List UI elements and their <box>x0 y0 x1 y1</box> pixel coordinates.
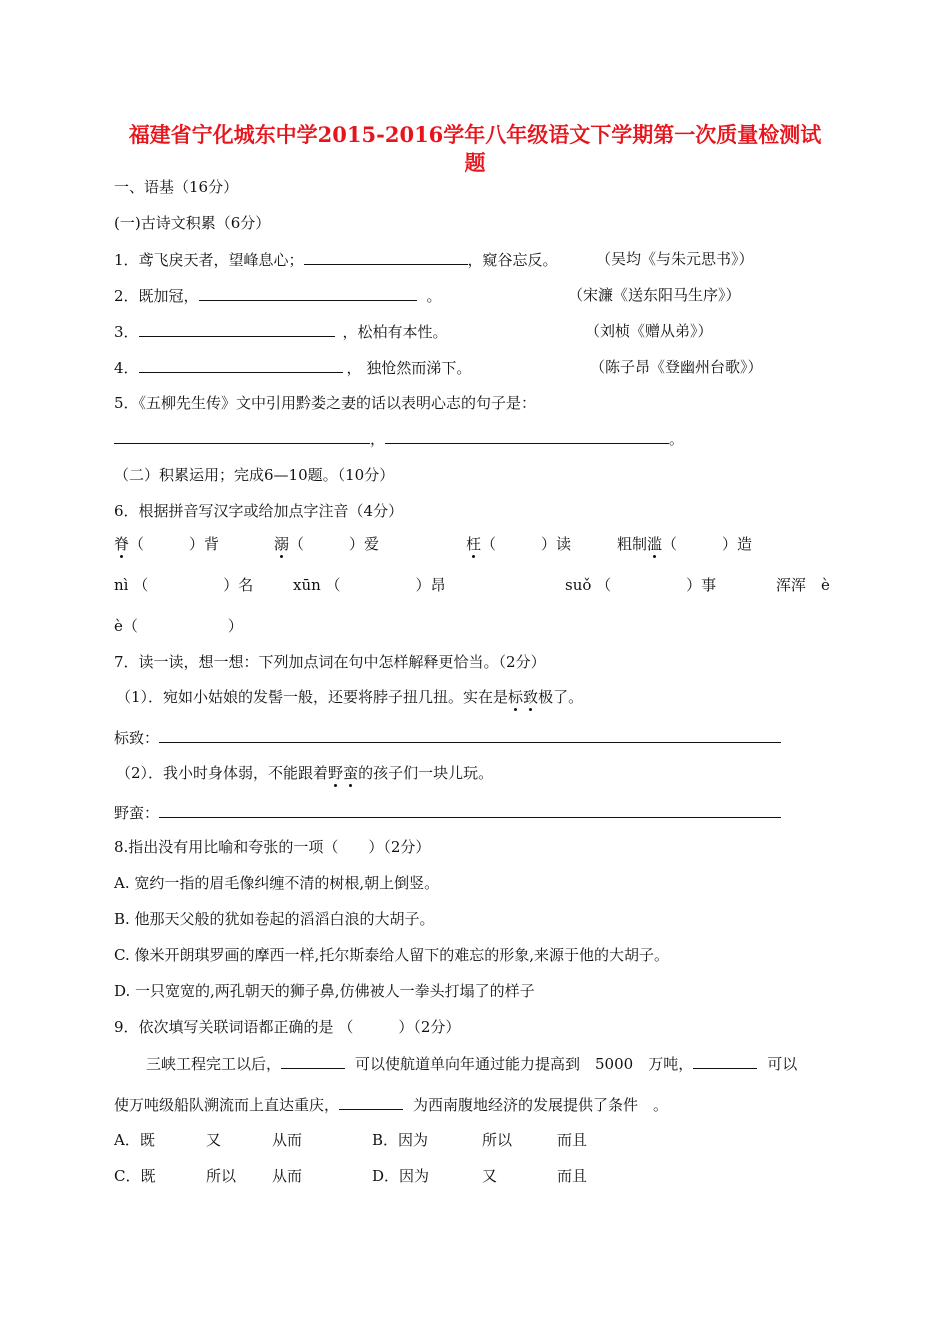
period: 。 <box>669 430 685 448</box>
answer-blank[interactable] <box>159 727 781 743</box>
option-b-label[interactable]: B．因为 <box>372 1131 429 1149</box>
bracket-blank[interactable]: （ ）读 <box>481 535 572 553</box>
dotted-character: 野 <box>328 764 344 782</box>
question-7-answer-2 <box>114 802 781 823</box>
option-d[interactable]: D. 一只宽宽的,两孔朝天的狮子鼻,仿佛被人一拳头打塌了的样子 <box>114 982 535 1000</box>
question-2-suffix: 。 <box>426 287 442 305</box>
option-a-word: 又 <box>206 1131 222 1149</box>
question-1-suffix: ，窥谷忘反。 <box>467 251 558 269</box>
dotted-character: 致 <box>523 688 539 706</box>
question-4-prefix: 4． <box>114 359 139 377</box>
pinyin-item: 浑浑 è <box>776 576 830 594</box>
answer-blank[interactable] <box>199 285 417 301</box>
option-c-word: 所以 <box>206 1167 237 1185</box>
question-2-source: （宋濂《送东阳马生序》） <box>568 286 741 304</box>
option-c-label[interactable]: C．既 <box>114 1167 156 1185</box>
part-heading: (一)古诗文积累（6分） <box>114 214 271 232</box>
answer-blank[interactable] <box>304 249 468 265</box>
question-4-source: （陈子昂《登幽州台歌》） <box>590 358 763 376</box>
dotted-character: 溺 <box>274 535 290 553</box>
answer-label: 标致： <box>114 729 160 747</box>
question-5: 5．《五柳先生传》文中引用黔娄之妻的话以表明心志的句子是： <box>114 394 537 412</box>
question-1 <box>114 249 558 270</box>
dotted-character: 脊 <box>114 535 130 553</box>
question-9-passage-line-2 <box>114 1094 668 1115</box>
dotted-character: 枉 <box>466 535 482 553</box>
question-1-prefix: 1．鸢飞戾天者，望峰息心； <box>114 251 304 269</box>
sentence-text: 极了。 <box>538 688 584 706</box>
option-d-word: 而且 <box>557 1167 588 1185</box>
bracket-blank[interactable]: （ ）背 <box>129 535 220 553</box>
option-c-word: 从而 <box>272 1167 303 1185</box>
question-8: 8.指出没有用比喻和夸张的一项（ ）（2分） <box>114 838 431 856</box>
plain-characters: 粗制 <box>617 535 648 553</box>
question-5-answer-line <box>114 428 684 449</box>
section-heading: 一、语基（16分） <box>114 178 239 196</box>
document-title-continued: 题 <box>464 150 486 175</box>
sentence-text: 的孩子们一块儿玩。 <box>358 764 494 782</box>
option-a-word: 从而 <box>272 1131 303 1149</box>
question-7-answer-1 <box>114 727 781 748</box>
passage-text: 为西南腹地经济的发展提供了条件 。 <box>413 1096 669 1114</box>
option-b-word: 所以 <box>482 1131 513 1149</box>
option-b-word: 而且 <box>557 1131 588 1149</box>
pinyin-item <box>114 534 219 554</box>
bracket-blank[interactable]: （ ）造 <box>662 535 753 553</box>
part-heading: （二）积累运用；完成6—10题。（10分） <box>114 466 395 484</box>
dotted-character: 标 <box>508 688 524 706</box>
comma: ， <box>370 430 386 448</box>
option-b[interactable]: B. 他那天父般的犹如卷起的滔滔白浪的大胡子。 <box>114 910 435 928</box>
question-7: 7．读一读，想一想：下列加点词在句中怎样解释更恰当。（2分） <box>114 653 546 671</box>
question-3-source: （刘桢《赠从弟》） <box>585 322 713 340</box>
question-4-suffix: ， 独怆然而涕下。 <box>346 359 472 377</box>
answer-blank[interactable] <box>114 428 370 444</box>
answer-blank[interactable] <box>139 321 335 337</box>
option-d-label[interactable]: D．因为 <box>372 1167 430 1185</box>
question-4 <box>114 357 471 378</box>
answer-blank[interactable] <box>281 1053 345 1069</box>
option-a-label[interactable]: A．既 <box>114 1131 155 1149</box>
pinyin-item[interactable]: è（ ） <box>114 617 243 635</box>
question-3-prefix: 3． <box>114 323 139 341</box>
dotted-character: 滥 <box>647 535 663 553</box>
question-1-source: （吴均《与朱元思书》） <box>596 250 754 268</box>
answer-blank[interactable] <box>159 802 781 818</box>
passage-text: 可以使航道单向年通过能力提高到 5000 万吨， <box>355 1055 694 1073</box>
option-d-word: 又 <box>482 1167 498 1185</box>
sentence-text: （1）．宛如小姑娘的发髻一般，还要将脖子扭几扭。实在是 <box>116 688 509 706</box>
answer-blank[interactable] <box>339 1094 403 1110</box>
pinyin-item <box>274 534 379 554</box>
question-3-suffix: ，松柏有本性。 <box>342 323 448 341</box>
pinyin-item[interactable]: xūn （ ）昂 <box>293 576 446 594</box>
question-7-sentence-2 <box>116 763 493 783</box>
answer-blank[interactable] <box>139 357 343 373</box>
question-6: 6．根据拼音写汉字或给加点字注音（4分） <box>114 502 404 520</box>
option-c[interactable]: C. 像米开朗琪罗画的摩西一样,托尔斯泰给人留下的难忘的形象,来源于他的大胡子。 <box>114 946 670 964</box>
passage-text: 可以 <box>767 1055 798 1073</box>
pinyin-item <box>466 534 571 554</box>
bracket-blank[interactable]: （ ）爱 <box>289 535 380 553</box>
pinyin-item[interactable]: suǒ （ ）事 <box>565 576 717 594</box>
question-9-passage-line-1 <box>146 1053 797 1074</box>
sentence-text: （2）．我小时身体弱，不能跟着 <box>116 764 329 782</box>
question-2 <box>114 285 442 306</box>
pinyin-item[interactable]: nì （ ）名 <box>114 576 254 594</box>
question-7-sentence-1 <box>116 687 583 707</box>
question-2-prefix: 2．既加冠， <box>114 287 199 305</box>
document-title: 福建省宁化城东中学2015-2016学年八年级语文下学期第一次质量检测试 <box>128 122 822 147</box>
passage-text: 三峡工程完工以后， <box>146 1055 282 1073</box>
answer-label: 野蛮： <box>114 804 160 822</box>
dotted-character: 蛮 <box>343 764 359 782</box>
pinyin-item <box>617 534 752 554</box>
option-a[interactable]: A. 宽约一指的眉毛像纠缠不清的树根,朝上倒竖。 <box>114 874 440 892</box>
answer-blank[interactable] <box>385 428 669 444</box>
answer-blank[interactable] <box>693 1053 757 1069</box>
question-9: 9．依次填写关联词语都正确的是 （ ）（2分） <box>114 1018 461 1036</box>
question-3 <box>114 321 448 342</box>
passage-text: 使万吨级船队溯流而上直达重庆， <box>114 1096 340 1114</box>
